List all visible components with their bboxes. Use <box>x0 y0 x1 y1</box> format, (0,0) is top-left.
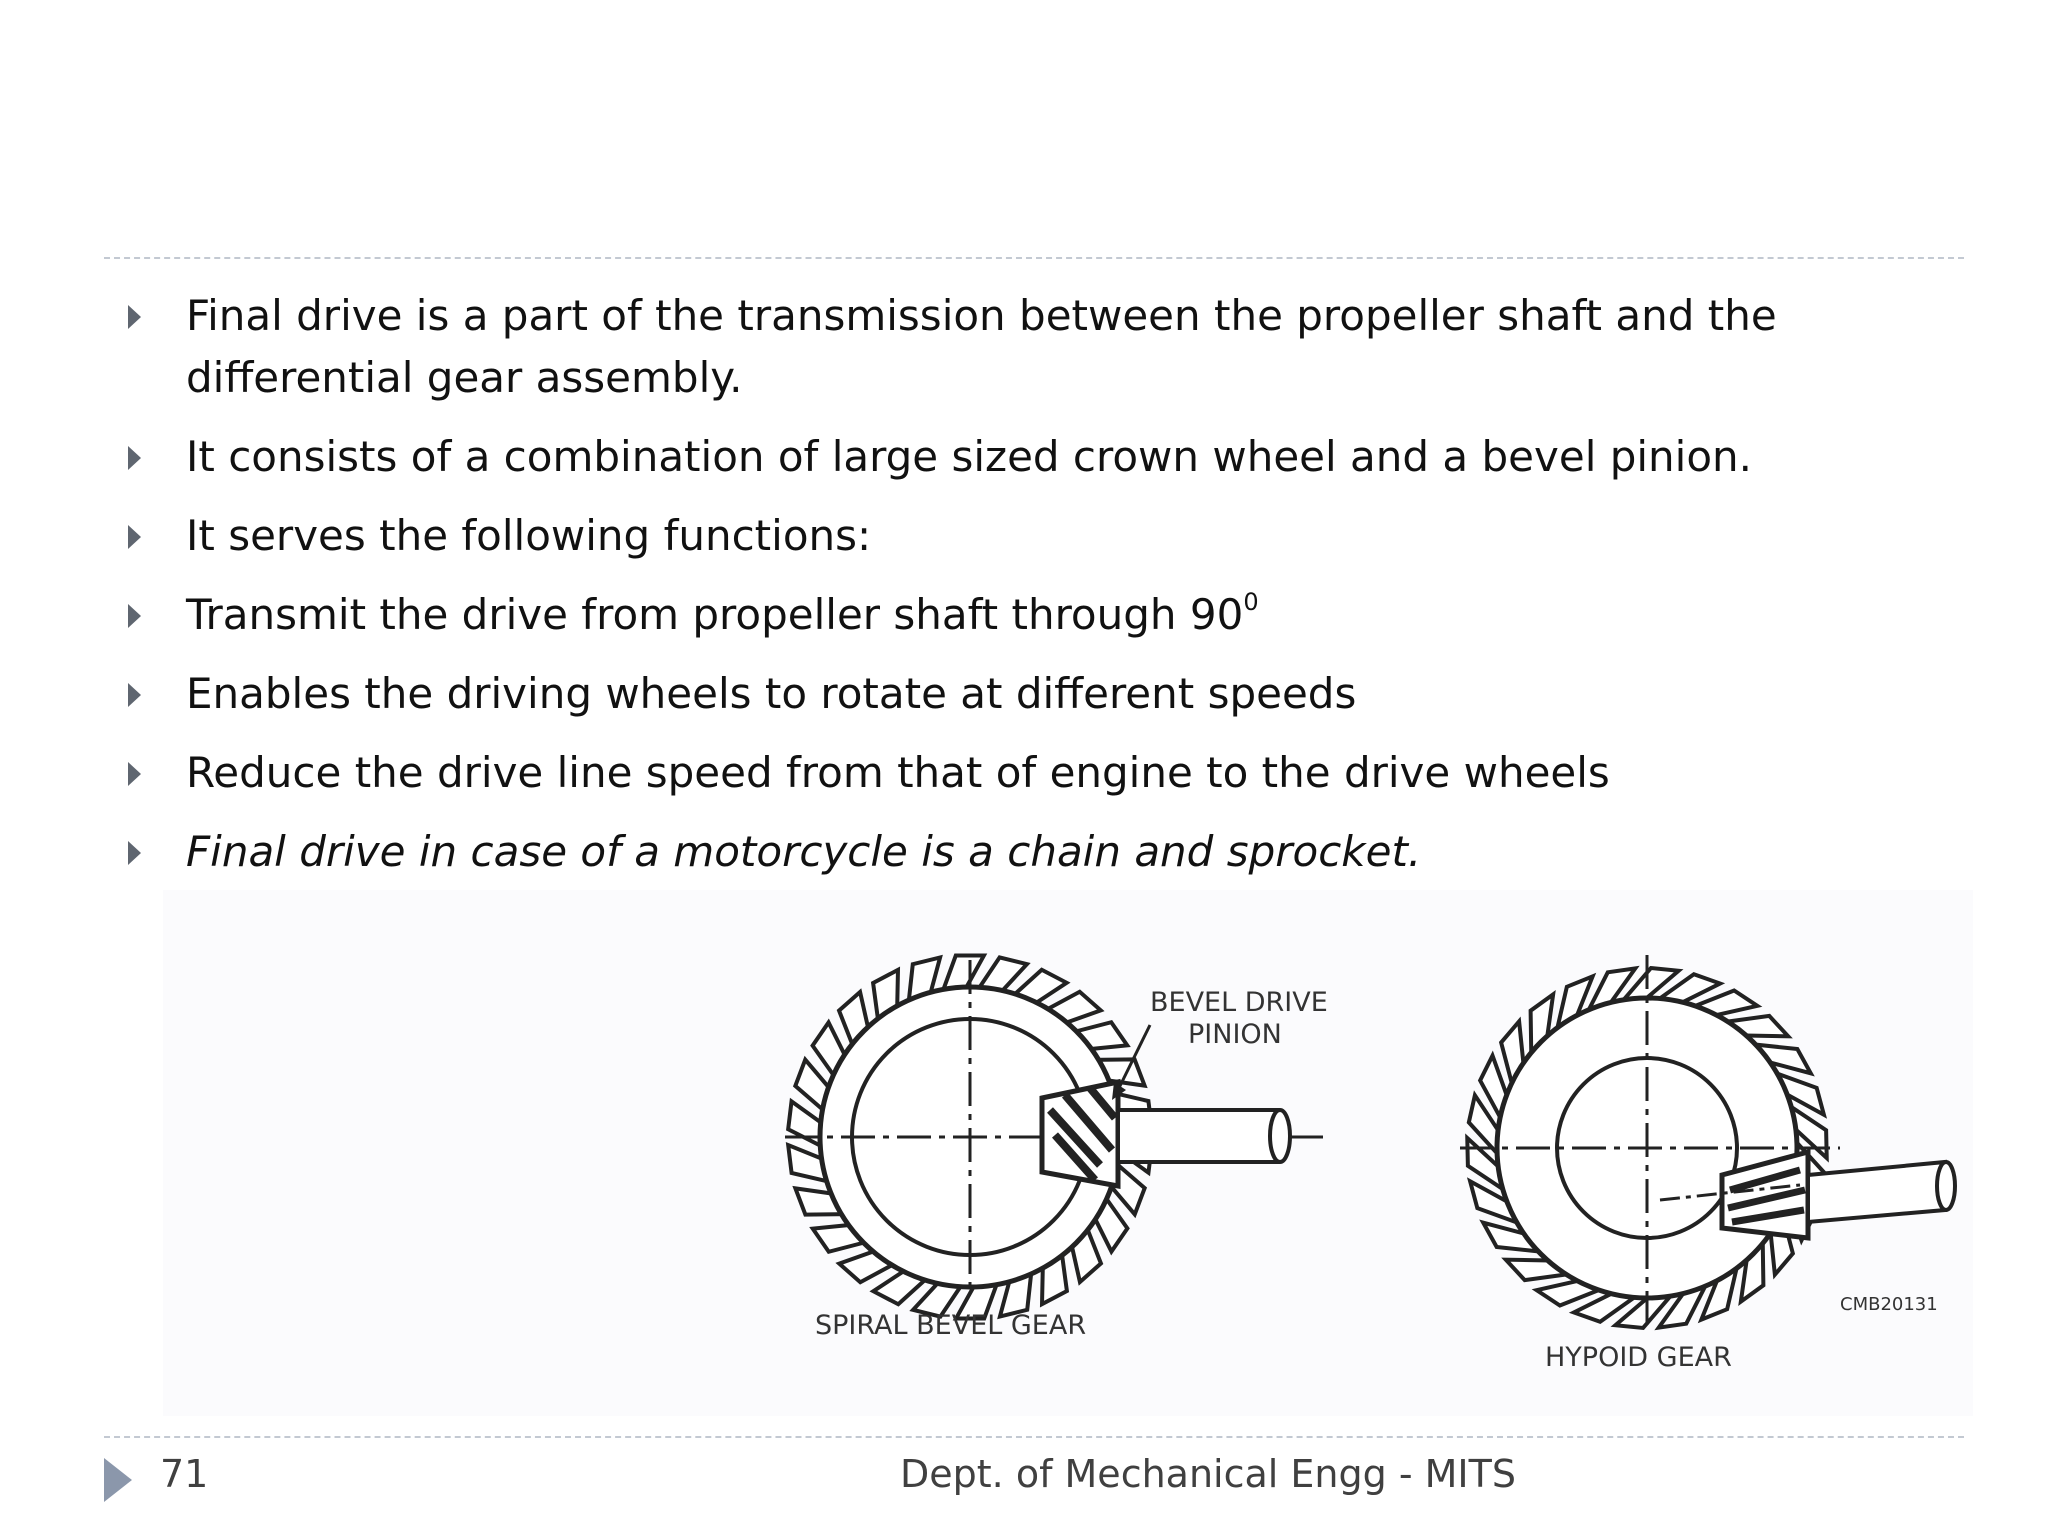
figure-code-label: CMB20131 <box>1840 1294 1938 1315</box>
pinion-label-line1: BEVEL DRIVE <box>1150 987 1328 1018</box>
pinion-label-line2: PINION <box>1188 1019 1282 1050</box>
hypoid-gear <box>1460 955 1955 1330</box>
footer-text: Dept. of Mechanical Engg - MITS <box>900 1452 1516 1496</box>
hypoid-pinion <box>1722 1152 1955 1238</box>
bullet-text: It serves the following functions: <box>186 511 872 560</box>
bevel-drive-pinion <box>1042 1082 1290 1186</box>
bullet-text: Transmit the drive from propeller shaft through 90 <box>186 590 1244 639</box>
bullet-text: Final drive in case of a motorcycle is a chain and sprocket. <box>186 827 1422 876</box>
hypoid-gear-label: HYPOID GEAR <box>1545 1342 1732 1373</box>
bottom-divider <box>104 1436 1964 1438</box>
bullet-text: It consists of a combination of large sized crown wheel and a bevel pinion. <box>186 432 1752 481</box>
page-number: 71 <box>160 1452 209 1496</box>
bullet-text: Final drive is a part of the transmission between the propeller shaft and the differential gear assembly. <box>186 291 1777 402</box>
spiral-bevel-gear-label: SPIRAL BEVEL GEAR <box>815 1310 1087 1341</box>
bullet-text: Enables the driving wheels to rotate at different speeds <box>186 669 1357 718</box>
degree-superscript: 0 <box>1243 588 1259 616</box>
bullet-text: Reduce the drive line speed from that of engine to the drive wheels <box>186 748 1610 797</box>
footer-arrow-icon <box>104 1458 132 1502</box>
